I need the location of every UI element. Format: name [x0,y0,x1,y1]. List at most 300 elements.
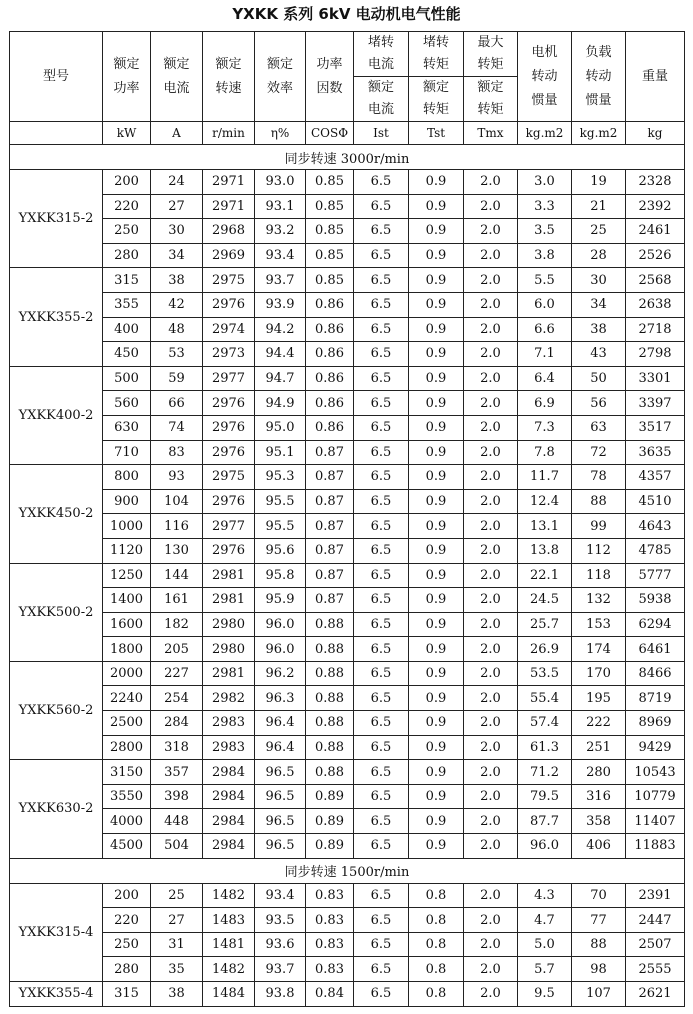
header-motor-inertia: 电机 转动 惯量 [518,32,572,122]
table-cell: 0.88 [306,686,354,711]
table-cell: 2971 [203,170,255,195]
table-cell: 25 [572,219,626,244]
table-cell: 0.9 [409,612,464,637]
table-cell: 0.89 [306,809,354,834]
table-cell: 94.9 [255,391,306,416]
table-cell: 0.9 [409,834,464,859]
table-cell: 2.0 [464,292,518,317]
table-row [10,711,685,736]
table-cell: 93.4 [255,243,306,268]
table-cell: 2.0 [464,883,518,908]
table-cell: 96.4 [255,735,306,760]
table-cell: 0.9 [409,219,464,244]
table-cell: 2.0 [464,538,518,563]
table-cell: 406 [572,834,626,859]
table-cell: 11883 [626,834,685,859]
section-label: 同步转速 3000r/min [10,145,685,170]
table-cell: 4.7 [518,908,572,933]
table-row [10,170,685,195]
table-cell: 2981 [203,661,255,686]
table-cell: 6.5 [354,883,409,908]
table-cell: 2.0 [464,170,518,195]
table-cell: 112 [572,538,626,563]
table-cell: 284 [151,711,203,736]
table-row [10,268,685,293]
table-cell: 0.86 [306,342,354,367]
table-cell: 2.0 [464,784,518,809]
table-cell: 6.5 [354,588,409,613]
header-power: 额定 功率 [103,32,151,122]
table-cell: 2984 [203,809,255,834]
table-cell: 94.2 [255,317,306,342]
table-cell: 280 [572,760,626,785]
table-cell: 2971 [203,194,255,219]
table-cell: 2447 [626,908,685,933]
table-cell: 3550 [103,784,151,809]
table-cell: 6.5 [354,711,409,736]
table-cell: 8466 [626,661,685,686]
table-row [10,883,685,908]
table-cell: 95.1 [255,440,306,465]
header-load-inertia: 负载 转动 惯量 [572,32,626,122]
table-cell: 2.0 [464,465,518,490]
table-cell: 11407 [626,809,685,834]
table-cell: 3635 [626,440,685,465]
table-cell: 2.0 [464,391,518,416]
table-cell: 130 [151,538,203,563]
table-cell: 6.5 [354,538,409,563]
table-cell: 358 [572,809,626,834]
table-row [10,784,685,809]
table-cell: 4510 [626,489,685,514]
table-cell: 94.4 [255,342,306,367]
table-cell: 4000 [103,809,151,834]
table-cell: 11.7 [518,465,572,490]
table-cell: 0.8 [409,908,464,933]
table-cell: 2.0 [464,686,518,711]
header-model: 型号 [10,32,103,122]
table-cell: 96.5 [255,760,306,785]
unit-cell: η% [255,122,306,145]
table-cell: 93.4 [255,883,306,908]
table-row [10,588,685,613]
table-cell: 0.89 [306,784,354,809]
table-cell: 170 [572,661,626,686]
table-row [10,489,685,514]
table-cell: 6.5 [354,366,409,391]
table-cell: 0.9 [409,514,464,539]
table-cell: 0.88 [306,760,354,785]
table-cell: 2.0 [464,908,518,933]
table-cell: 227 [151,661,203,686]
table-cell: 6.5 [354,243,409,268]
header-speed: 额定 转速 [203,32,255,122]
table-cell: 2976 [203,391,255,416]
table-cell: 24.5 [518,588,572,613]
table-cell: 2000 [103,661,151,686]
table-cell: 96.0 [518,834,572,859]
unit-cell: kg [626,122,685,145]
table-cell: 0.9 [409,391,464,416]
table-cell: 251 [572,735,626,760]
header-weight: 重量 [626,32,685,122]
units-row [10,122,685,145]
table-cell: 0.9 [409,784,464,809]
table-cell: 96.5 [255,834,306,859]
table-cell: 93.8 [255,982,306,1007]
table-cell: 3.0 [518,170,572,195]
table-cell: 71.2 [518,760,572,785]
table-cell: 0.9 [409,268,464,293]
table-cell: 2.0 [464,957,518,982]
table-cell: 2976 [203,415,255,440]
table-cell: 6.5 [354,292,409,317]
unit-cell: kg.m2 [518,122,572,145]
unit-cell [10,122,103,145]
table-row [10,637,685,662]
table-row [10,982,685,1007]
header-rated-torque-ratio-max: 额定 转矩 [464,77,518,122]
table-cell: 2.0 [464,735,518,760]
table-cell: 30 [572,268,626,293]
table-cell: 83 [151,440,203,465]
table-cell: 6.5 [354,735,409,760]
table-cell: 0.9 [409,170,464,195]
table-cell: 1000 [103,514,151,539]
table-row [10,538,685,563]
table-cell: 1250 [103,563,151,588]
table-cell: 2.0 [464,489,518,514]
table-cell: 2.0 [464,637,518,662]
table-cell: 88 [572,489,626,514]
table-cell: 0.85 [306,219,354,244]
table-cell: 2718 [626,317,685,342]
table-row [10,465,685,490]
table-row [10,932,685,957]
table-cell: 63 [572,415,626,440]
table-cell: 2975 [203,268,255,293]
table-cell: 2973 [203,342,255,367]
table-cell: 27 [151,194,203,219]
table-cell: 0.83 [306,908,354,933]
model-cell: YXKK315-4 [10,883,103,981]
unit-cell: COSΦ [306,122,354,145]
table-cell: 182 [151,612,203,637]
model-cell: YXKK500-2 [10,563,103,661]
table-row [10,366,685,391]
table-cell: 0.87 [306,514,354,539]
table-cell: 318 [151,735,203,760]
section-header-row [10,858,685,883]
table-cell: 6.5 [354,612,409,637]
table-cell: 200 [103,170,151,195]
table-cell: 1483 [203,908,255,933]
table-cell: 98 [572,957,626,982]
table-row [10,440,685,465]
table-cell: 88 [572,932,626,957]
table-cell: 77 [572,908,626,933]
header-rated-current-ratio: 额定 电流 [354,77,409,122]
table-cell: 61.3 [518,735,572,760]
table-cell: 357 [151,760,203,785]
table-cell: 2977 [203,366,255,391]
table-cell: 2980 [203,612,255,637]
table-cell: 0.9 [409,415,464,440]
table-row [10,563,685,588]
header-current: 额定 电流 [151,32,203,122]
table-cell: 2.0 [464,932,518,957]
table-cell: 0.9 [409,735,464,760]
table-cell: 6.5 [354,908,409,933]
table-cell: 1481 [203,932,255,957]
table-cell: 38 [151,268,203,293]
table-cell: 398 [151,784,203,809]
table-cell: 3.8 [518,243,572,268]
table-cell: 2.0 [464,809,518,834]
table-cell: 21 [572,194,626,219]
table-cell: 116 [151,514,203,539]
table-cell: 0.9 [409,661,464,686]
table-cell: 2392 [626,194,685,219]
table-cell: 27 [151,908,203,933]
section-label: 同步转速 1500r/min [10,858,685,883]
table-row [10,415,685,440]
table-cell: 161 [151,588,203,613]
table-cell: 2507 [626,932,685,957]
table-cell: 53.5 [518,661,572,686]
table-cell: 2621 [626,982,685,1007]
table-cell: 6.5 [354,268,409,293]
table-cell: 93.7 [255,268,306,293]
table-cell: 6.5 [354,957,409,982]
table-cell: 7.3 [518,415,572,440]
table-cell: 900 [103,489,151,514]
table-cell: 118 [572,563,626,588]
table-cell: 630 [103,415,151,440]
table-cell: 6.5 [354,760,409,785]
table-cell: 6.5 [354,489,409,514]
unit-cell: kW [103,122,151,145]
table-cell: 6461 [626,637,685,662]
table-cell: 10543 [626,760,685,785]
table-row [10,391,685,416]
table-cell: 4643 [626,514,685,539]
table-cell: 800 [103,465,151,490]
table-cell: 4785 [626,538,685,563]
table-cell: 96.0 [255,612,306,637]
table-cell: 28 [572,243,626,268]
table-cell: 132 [572,588,626,613]
table-cell: 153 [572,612,626,637]
table-cell: 6.9 [518,391,572,416]
model-cell: YXKK560-2 [10,661,103,759]
table-cell: 56 [572,391,626,416]
table-cell: 504 [151,834,203,859]
table-cell: 0.83 [306,883,354,908]
table-cell: 4.3 [518,883,572,908]
table-cell: 7.1 [518,342,572,367]
table-cell: 222 [572,711,626,736]
table-cell: 6.5 [354,932,409,957]
table-row [10,243,685,268]
table-cell: 2555 [626,957,685,982]
table-cell: 8969 [626,711,685,736]
table-row [10,292,685,317]
table-cell: 95.5 [255,489,306,514]
table-cell: 0.88 [306,711,354,736]
header-locked-rotor-current: 堵转 电流 [354,32,409,77]
table-cell: 5777 [626,563,685,588]
table-cell: 25.7 [518,612,572,637]
table-cell: 2500 [103,711,151,736]
table-cell: 710 [103,440,151,465]
table-cell: 0.9 [409,588,464,613]
table-cell: 2.0 [464,342,518,367]
table-cell: 0.87 [306,563,354,588]
table-cell: 3.5 [518,219,572,244]
table-cell: 2638 [626,292,685,317]
table-cell: 96.3 [255,686,306,711]
table-cell: 34 [151,243,203,268]
table-cell: 2984 [203,834,255,859]
table-cell: 205 [151,637,203,662]
table-cell: 22.1 [518,563,572,588]
table-cell: 72 [572,440,626,465]
table-cell: 448 [151,809,203,834]
table-cell: 2976 [203,489,255,514]
table-cell: 0.87 [306,489,354,514]
table-cell: 0.8 [409,932,464,957]
motor-spec-table [9,31,685,1007]
model-cell: YXKK450-2 [10,465,103,563]
table-cell: 254 [151,686,203,711]
table-cell: 1400 [103,588,151,613]
table-row [10,514,685,539]
table-cell: 95.9 [255,588,306,613]
table-cell: 9429 [626,735,685,760]
table-cell: 42 [151,292,203,317]
table-cell: 31 [151,932,203,957]
table-cell: 3517 [626,415,685,440]
table-cell: 104 [151,489,203,514]
header-locked-rotor-torque: 堵转 转矩 [409,32,464,77]
table-cell: 0.9 [409,563,464,588]
table-cell: 2976 [203,292,255,317]
table-cell: 315 [103,268,151,293]
table-cell: 6.5 [354,342,409,367]
table-cell: 0.9 [409,637,464,662]
header-power-factor: 功率 因数 [306,32,354,122]
table-cell: 0.86 [306,391,354,416]
table-cell: 6.6 [518,317,572,342]
table-cell: 24 [151,170,203,195]
table-cell: 2.0 [464,366,518,391]
table-cell: 2.0 [464,711,518,736]
table-cell: 220 [103,908,151,933]
table-cell: 0.86 [306,415,354,440]
table-cell: 0.87 [306,588,354,613]
table-cell: 6.5 [354,637,409,662]
table-row [10,908,685,933]
table-cell: 26.9 [518,637,572,662]
table-cell: 0.9 [409,243,464,268]
table-cell: 35 [151,957,203,982]
table-cell: 2.0 [464,415,518,440]
unit-cell: Ist [354,122,409,145]
header-rated-torque-ratio: 额定 转矩 [409,77,464,122]
table-cell: 0.9 [409,711,464,736]
table-cell: 315 [103,982,151,1007]
table-cell: 2461 [626,219,685,244]
table-cell: 79.5 [518,784,572,809]
table-cell: 96.4 [255,711,306,736]
table-cell: 96.0 [255,637,306,662]
table-cell: 0.8 [409,982,464,1007]
table-cell: 93.0 [255,170,306,195]
table-cell: 0.9 [409,342,464,367]
table-cell: 220 [103,194,151,219]
table-row [10,342,685,367]
table-cell: 1484 [203,982,255,1007]
table-cell: 4500 [103,834,151,859]
table-cell: 560 [103,391,151,416]
table-cell: 2980 [203,637,255,662]
table-cell: 2976 [203,538,255,563]
table-cell: 0.9 [409,686,464,711]
table-cell: 0.9 [409,317,464,342]
table-cell: 25 [151,883,203,908]
table-cell: 2976 [203,440,255,465]
table-cell: 0.9 [409,292,464,317]
table-cell: 2240 [103,686,151,711]
table-cell: 66 [151,391,203,416]
table-cell: 6294 [626,612,685,637]
table-cell: 2974 [203,317,255,342]
table-cell: 48 [151,317,203,342]
table-cell: 0.9 [409,809,464,834]
table-cell: 7.8 [518,440,572,465]
table-cell: 0.87 [306,538,354,563]
model-cell: YXKK355-2 [10,268,103,366]
table-cell: 280 [103,957,151,982]
table-cell: 78 [572,465,626,490]
table-cell: 2.0 [464,563,518,588]
table-cell: 316 [572,784,626,809]
table-cell: 0.9 [409,465,464,490]
unit-cell: kg.m2 [572,122,626,145]
table-cell: 19 [572,170,626,195]
table-cell: 99 [572,514,626,539]
table-cell: 500 [103,366,151,391]
table-cell: 2.0 [464,834,518,859]
unit-cell: r/min [203,122,255,145]
table-cell: 0.9 [409,489,464,514]
table-cell: 0.85 [306,170,354,195]
table-cell: 450 [103,342,151,367]
table-cell: 144 [151,563,203,588]
section-header-row [10,145,685,170]
table-cell: 3150 [103,760,151,785]
table-cell: 5.7 [518,957,572,982]
table-cell: 6.5 [354,317,409,342]
table-cell: 6.0 [518,292,572,317]
table-cell: 12.4 [518,489,572,514]
table-cell: 59 [151,366,203,391]
table-row [10,809,685,834]
table-cell: 1120 [103,538,151,563]
table-cell: 174 [572,637,626,662]
table-cell: 355 [103,292,151,317]
